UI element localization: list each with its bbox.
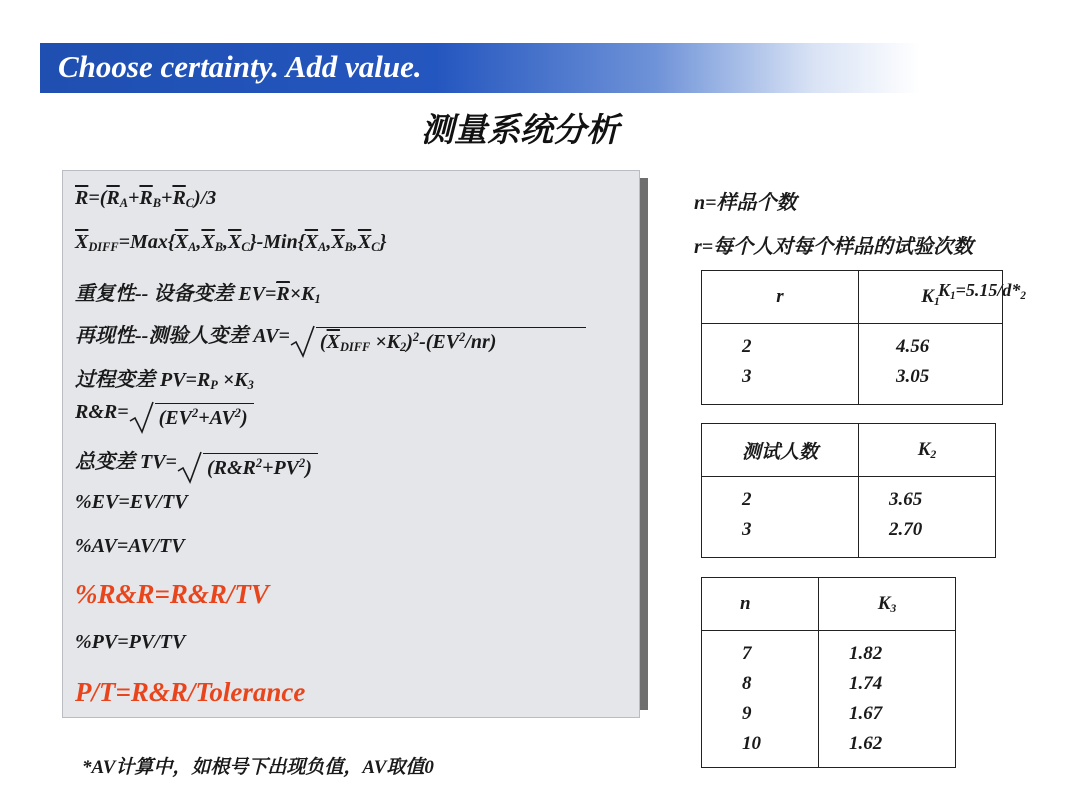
formula-text: $\overline{X}$ bbox=[228, 231, 242, 253]
formula-text: $\overline{R}$ bbox=[172, 187, 186, 209]
formula-superscript: 2 bbox=[299, 456, 306, 471]
header-subscript: 1 bbox=[933, 294, 940, 308]
header-text: K bbox=[877, 592, 891, 614]
n-definition: n=样品个数 bbox=[694, 192, 797, 214]
table-value: 3 bbox=[742, 519, 752, 540]
header-subscript: 2 bbox=[930, 447, 937, 461]
table-value: 2.70 bbox=[889, 519, 923, 540]
formula-text: (R&R bbox=[206, 457, 256, 479]
formula-subscript: A bbox=[188, 240, 197, 255]
header-text: K bbox=[921, 285, 934, 307]
table-body-row bbox=[702, 631, 956, 768]
formula-rbar bbox=[75, 187, 216, 211]
table-body-row bbox=[702, 477, 996, 558]
formula-pct-pv: %PV=PV/TV bbox=[75, 631, 186, 653]
k2-table bbox=[701, 423, 996, 558]
formula-text: + bbox=[161, 187, 173, 209]
formula-text: + bbox=[128, 187, 140, 209]
formula-text: ) bbox=[305, 457, 312, 479]
formula-text: +AV bbox=[198, 407, 235, 429]
formula-text: (EV bbox=[158, 407, 192, 429]
formula-superscript: 2 bbox=[255, 456, 263, 471]
formula-text: $\overline{X}$ bbox=[331, 231, 345, 253]
formula-text: =Max{ bbox=[118, 231, 175, 253]
formula-subscript: DIFF bbox=[88, 240, 119, 255]
formula-subscript: 3 bbox=[247, 378, 254, 393]
formula-text: , bbox=[223, 231, 229, 253]
table-cell bbox=[702, 477, 859, 558]
sqrt-symbol bbox=[129, 403, 254, 430]
formula-text: =5.15/d* bbox=[955, 280, 1021, 300]
table-header-cell bbox=[819, 578, 956, 631]
formula-subscript: B bbox=[344, 240, 353, 255]
formula-superscript: 2 bbox=[234, 406, 241, 421]
formula-text: ) bbox=[406, 331, 413, 353]
formula-text: 重复性-- 设备变差 EV= bbox=[75, 283, 277, 305]
table-value: 1.74 bbox=[849, 673, 883, 694]
formula-rr bbox=[75, 401, 254, 430]
formula-text: 再现性--测验人变差 AV= bbox=[75, 325, 290, 347]
table-value: 1.62 bbox=[849, 733, 883, 754]
table-value: 2 bbox=[742, 489, 752, 510]
header-text: K bbox=[917, 438, 931, 460]
radical-sign bbox=[129, 399, 155, 435]
formula-text: 过程变差 PV=R bbox=[75, 369, 211, 391]
table-value: 3 bbox=[742, 366, 752, 387]
formula-text: $\overline{R}$ bbox=[139, 187, 153, 209]
formula-text: ( bbox=[319, 331, 327, 353]
table-header-row bbox=[702, 271, 1003, 324]
formula-xdiff bbox=[75, 231, 387, 255]
formula-subscript: A bbox=[318, 240, 327, 255]
k1-table bbox=[701, 270, 1003, 405]
table-value: 10 bbox=[742, 733, 761, 754]
formula-pv bbox=[75, 363, 254, 393]
formula-subscript: B bbox=[214, 240, 224, 255]
formula-text: +PV bbox=[262, 457, 300, 479]
formula-text: =( bbox=[88, 187, 107, 209]
formula-text: ) bbox=[240, 407, 248, 429]
table-header-cell: 测试人数 bbox=[702, 424, 859, 477]
formula-text: } bbox=[379, 231, 387, 253]
formula-panel bbox=[62, 170, 640, 718]
formula-subscript: 2 bbox=[1020, 289, 1026, 302]
radicand bbox=[316, 327, 586, 355]
formula-text: ×K bbox=[370, 331, 400, 353]
table-header-cell bbox=[859, 424, 996, 477]
formula-subscript: P bbox=[210, 378, 218, 393]
formula-text: $\overline{X}$ bbox=[174, 231, 189, 253]
table-value: 2 bbox=[742, 336, 752, 357]
formula-subscript: DIFF bbox=[339, 340, 371, 355]
r-definition: r=每个人对每个样品的试验次数 bbox=[694, 236, 974, 258]
formula-text: , bbox=[326, 231, 332, 253]
radicand bbox=[155, 403, 254, 430]
formula-text: $\overline{X}$ bbox=[201, 231, 215, 253]
table-header-cell: r bbox=[702, 271, 859, 324]
table-cell bbox=[819, 631, 956, 768]
formula-text: K bbox=[938, 280, 951, 300]
formula-subscript: B bbox=[152, 196, 162, 211]
formula-superscript: 2 bbox=[191, 406, 199, 421]
formula-subscript: C bbox=[241, 240, 250, 255]
table-value: 1.82 bbox=[849, 643, 883, 664]
formula-text: $\overline{X}$ bbox=[304, 231, 319, 253]
formula-text: ×K bbox=[289, 283, 315, 305]
formula-subscript: 1 bbox=[950, 289, 956, 302]
k3-table bbox=[701, 577, 956, 768]
formula-text: }-Min{ bbox=[249, 231, 305, 253]
formula-superscript: 2 bbox=[412, 330, 420, 345]
rbar-symbol: $\overline{R}$ bbox=[75, 187, 89, 209]
sqrt-symbol bbox=[177, 453, 318, 480]
formula-av bbox=[75, 319, 586, 355]
formula-text: $\overline{X}$ bbox=[326, 331, 340, 353]
table-cell bbox=[702, 631, 819, 768]
formula-text: /nr) bbox=[465, 331, 497, 353]
table-value: 3.65 bbox=[889, 489, 923, 510]
formula-text: 总变差 TV= bbox=[75, 451, 177, 473]
formula-subscript: C bbox=[185, 196, 195, 211]
rbar-symbol: $\overline{R}$ bbox=[276, 283, 290, 305]
table-cell bbox=[702, 324, 859, 405]
formula-pt: P/T=R&R/Tolerance bbox=[75, 677, 306, 707]
formula-ev bbox=[75, 277, 321, 307]
formula-text: R&R= bbox=[75, 401, 129, 423]
table-header-row bbox=[702, 578, 956, 631]
table-header-row bbox=[702, 424, 996, 477]
formula-subscript: A bbox=[119, 196, 129, 211]
page-title: 测量系统分析 bbox=[421, 110, 619, 149]
table-body-row bbox=[702, 324, 1003, 405]
banner-slogan: Choose certainty. Add value. bbox=[58, 49, 422, 84]
header-banner bbox=[40, 43, 920, 93]
formula-subscript: C bbox=[371, 240, 380, 255]
table-value: 4.56 bbox=[896, 336, 930, 357]
formula-text: , bbox=[352, 231, 358, 253]
formula-pct-ev: %EV=EV/TV bbox=[75, 491, 188, 513]
formula-pct-av: %AV=AV/TV bbox=[75, 535, 185, 557]
formula-tv bbox=[75, 445, 318, 480]
formula-subscript: 1 bbox=[314, 292, 321, 307]
table-header-cell bbox=[859, 271, 1003, 324]
formula-pct-rr: %R&R=R&R/TV bbox=[75, 579, 269, 609]
table-value: 9 bbox=[742, 703, 752, 724]
formula-text: $\overline{R}$ bbox=[106, 187, 120, 209]
formula-text: )/3 bbox=[194, 187, 217, 209]
header-subscript: 3 bbox=[890, 601, 897, 615]
formula-superscript: 2 bbox=[459, 330, 466, 345]
table-value: 7 bbox=[742, 643, 752, 664]
formula-text: -(EV bbox=[419, 331, 460, 353]
formula-text: $\overline{X}$ bbox=[357, 231, 372, 253]
table-cell bbox=[859, 324, 1003, 405]
formula-text: ×K bbox=[217, 369, 248, 391]
formula-text: $\overline{X}$ bbox=[75, 231, 89, 253]
radicand bbox=[203, 453, 318, 480]
radical-sign bbox=[177, 449, 203, 485]
formula-text: , bbox=[196, 231, 202, 253]
footnote: *AV计算中，如根号下出现负值，AV取值0 bbox=[82, 757, 434, 778]
table-value: 1.67 bbox=[849, 703, 883, 724]
formula-subscript: 2 bbox=[400, 340, 407, 355]
table-value: 8 bbox=[742, 673, 752, 694]
table-value: 3.05 bbox=[896, 366, 930, 387]
table-header-cell: n bbox=[702, 578, 819, 631]
table-cell bbox=[859, 477, 996, 558]
sqrt-symbol bbox=[290, 327, 586, 355]
radical-sign bbox=[290, 323, 316, 359]
